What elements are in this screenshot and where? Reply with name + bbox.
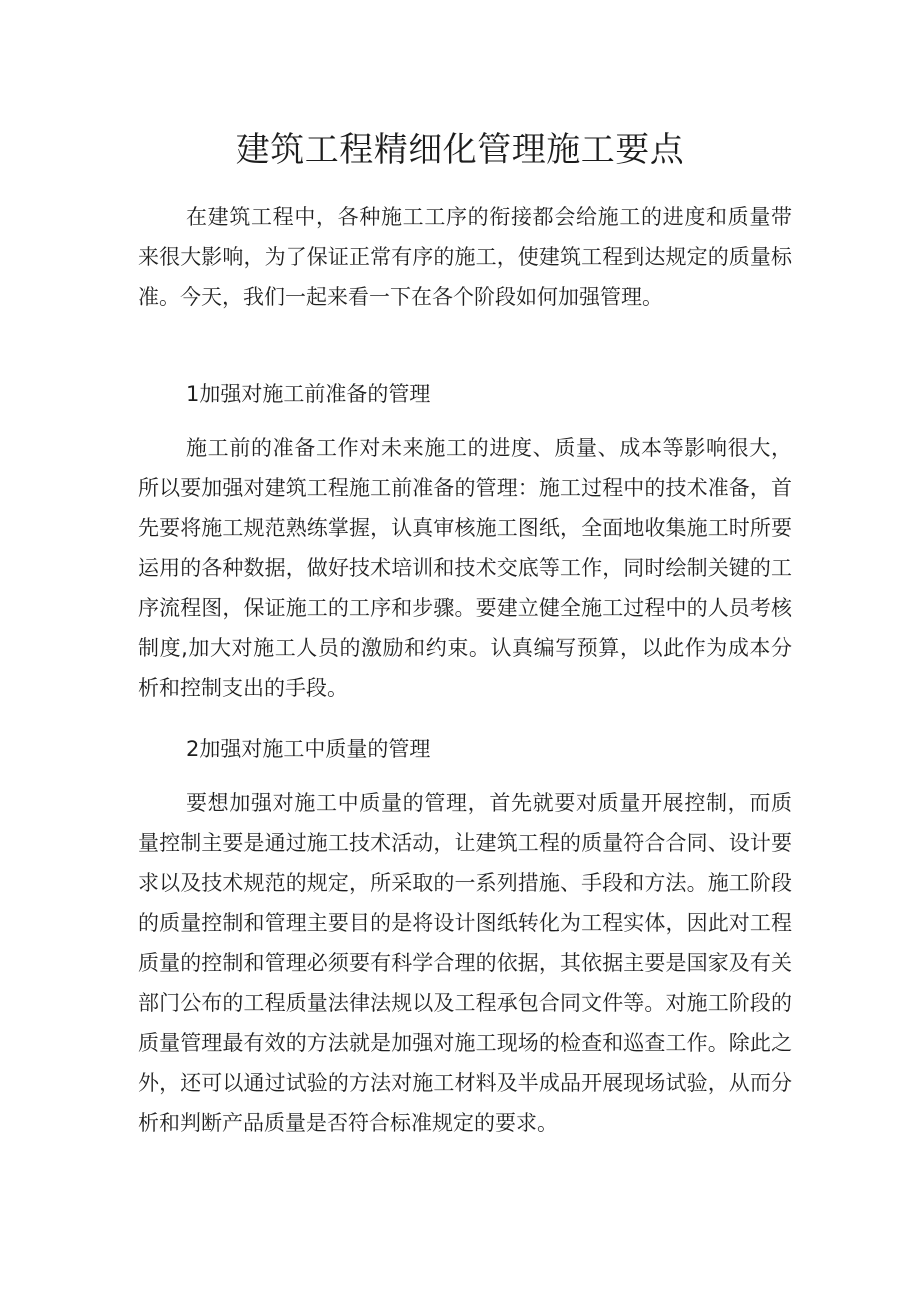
section-2-heading: 2加强对施工中质量的管理 <box>186 737 431 761</box>
document-title: 建筑工程精细化管理施工要点 <box>235 130 685 170</box>
intro-paragraph: 在建筑工程中，各种施工工序的衔接都会给施工的进度和质量带来很大影响，为了保证正常有序的施工，使建筑工程到达规定的质量标准。今天，我们一起来看一下在各个阶段如何加强管理。 <box>138 205 792 309</box>
section-2-paragraph: 要想加强对施工中质量的管理，首先就要对质量开展控制，而质量控制主要是通过施工技术活动，让建筑工程的质量符合合同、设计要求以及技术规范的规定，所采取的一系列措施、手段和方法。施工阶段的质量控制和管理主要目的是将设计图纸转化为工程实体，因此对工程质量的控制和管理必须要有科学合理的依据，其依据主要是国家及有关部门公布的工程质量法律法规以及工程承包合同文件等。对施工阶段的质量管理最有效的方法就是加强对施工现场的检查和巡查工作。除此之外，还可以通过试验的方法对施工材料及半成品开展现场试验，从而分析和判断产品质量是否符合标准规定的要求。 <box>138 791 792 1135</box>
section-1-heading: 1加强对施工前准备的管理 <box>186 382 431 406</box>
section-1-paragraph: 施工前的准备工作对未来施工的进度、质量、成本等影响很大，所以要加强对建筑工程施工前准备的管理：施工过程中的技术准备，首先要将施工规范熟练掌握，认真审核施工图纸，全面地收集施工时所要运用的各种数据，做好技术培训和技术交底等工作，同时绘制关键的工序流程图，保证施工的工序和步骤。要建立健全施工过程中的人员考核制度,加大对施工人员的激励和约束。认真编写预算，以此作为成本分析和控制支出的手段。 <box>138 436 792 700</box>
